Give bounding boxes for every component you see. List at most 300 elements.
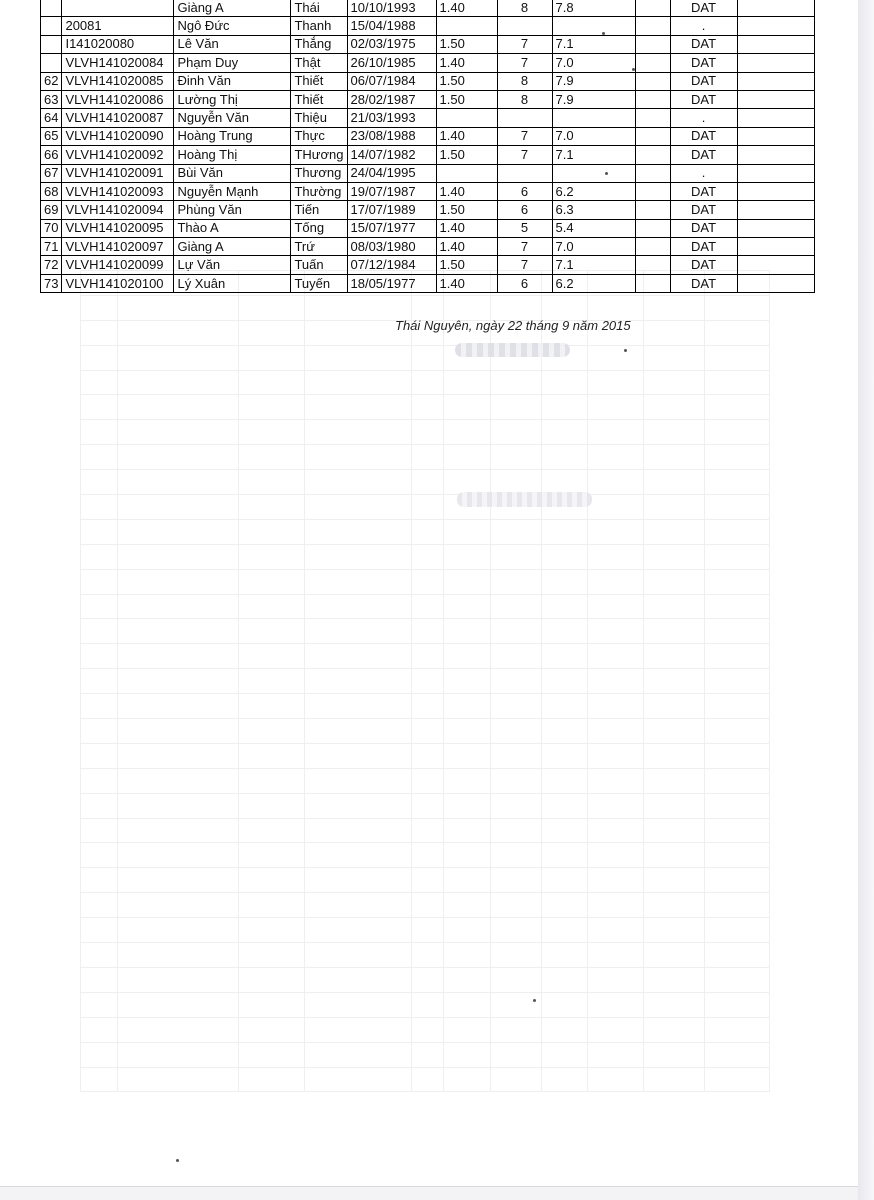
bleed-cell — [541, 644, 587, 669]
table-row — [41, 72, 815, 90]
bleed-cell — [644, 768, 705, 793]
bleed-cell — [81, 594, 118, 619]
bleed-row — [81, 943, 770, 968]
bleed-row — [81, 619, 770, 644]
bleed-cell — [644, 943, 705, 968]
bleed-row — [81, 967, 770, 992]
bleed-cell — [81, 495, 118, 520]
student-code: VLVH141020091 — [62, 164, 174, 182]
bleed-cell — [118, 793, 239, 818]
blank-cell — [635, 274, 670, 292]
score-c: 7.9 — [552, 90, 635, 108]
bleed-row — [81, 470, 770, 495]
bleed-cell — [541, 544, 587, 569]
bleed-row — [81, 768, 770, 793]
bleed-cell — [444, 793, 490, 818]
date-of-birth: 15/07/1977 — [347, 219, 436, 237]
row-number — [41, 35, 62, 53]
bleed-cell — [444, 420, 490, 445]
row-number: 72 — [41, 256, 62, 274]
bleed-cell — [118, 345, 239, 370]
bleed-cell — [239, 992, 304, 1017]
first-name: Thái — [291, 0, 347, 17]
bleed-cell — [644, 1042, 705, 1067]
bleed-cell — [644, 470, 705, 495]
scan-speck — [624, 349, 627, 352]
bleed-cell — [118, 768, 239, 793]
bleed-cell — [81, 295, 118, 320]
bleed-cell — [444, 1017, 490, 1042]
bleed-cell — [490, 544, 541, 569]
bleed-cell — [490, 694, 541, 719]
bleed-cell — [490, 992, 541, 1017]
bleed-cell — [490, 918, 541, 943]
bleed-cell — [490, 619, 541, 644]
bleed-cell — [444, 544, 490, 569]
blank-cell — [635, 219, 670, 237]
bleed-cell — [411, 868, 443, 893]
bleed-cell — [644, 519, 705, 544]
bleed-row — [81, 868, 770, 893]
bleed-cell — [81, 370, 118, 395]
bleed-cell — [704, 768, 769, 793]
bleed-cell — [118, 420, 239, 445]
bleed-cell — [444, 967, 490, 992]
date-of-birth: 23/08/1988 — [347, 127, 436, 145]
bleed-cell — [541, 1017, 587, 1042]
bleed-cell — [644, 495, 705, 520]
bleed-row — [81, 544, 770, 569]
bleed-cell — [644, 793, 705, 818]
bleed-cell — [411, 470, 443, 495]
last-name: Hoàng Trung — [174, 127, 291, 145]
score-c: 7.1 — [552, 35, 635, 53]
bleed-cell — [444, 743, 490, 768]
bleed-cell — [304, 470, 411, 495]
first-name: Thật — [291, 54, 347, 72]
bleed-cell — [588, 519, 644, 544]
result-cell: DAT — [670, 274, 737, 292]
bleed-cell — [444, 644, 490, 669]
bleed-cell — [304, 719, 411, 744]
bleed-cell — [411, 345, 443, 370]
score-c: 6.2 — [552, 274, 635, 292]
bleed-cell — [411, 719, 443, 744]
bleed-cell — [541, 743, 587, 768]
bleed-cell — [81, 420, 118, 445]
bleed-cell — [411, 943, 443, 968]
bleed-cell — [644, 395, 705, 420]
first-name: Thắng — [291, 35, 347, 53]
blank-cell — [737, 182, 814, 200]
bleed-cell — [588, 669, 644, 694]
bleed-row — [81, 694, 770, 719]
bleed-cell — [644, 694, 705, 719]
bleed-cell — [704, 843, 769, 868]
bleed-cell — [239, 420, 304, 445]
bleed-cell — [644, 868, 705, 893]
bleed-cell — [704, 519, 769, 544]
first-name: Thiết — [291, 90, 347, 108]
bleed-row — [81, 669, 770, 694]
bleed-cell — [81, 1042, 118, 1067]
table-row — [41, 274, 815, 292]
row-number — [41, 17, 62, 35]
bleed-cell — [444, 992, 490, 1017]
bleed-cell — [81, 818, 118, 843]
last-name: Giàng A — [174, 238, 291, 256]
bleed-cell — [411, 818, 443, 843]
bleed-cell — [704, 619, 769, 644]
bleed-cell — [411, 967, 443, 992]
bleed-cell — [541, 943, 587, 968]
blank-cell — [635, 90, 670, 108]
bleed-cell — [490, 868, 541, 893]
bleed-cell — [118, 943, 239, 968]
row-number: 71 — [41, 238, 62, 256]
bleed-cell — [239, 295, 304, 320]
bleed-cell — [304, 395, 411, 420]
bleed-cell — [239, 1042, 304, 1067]
bleed-cell — [588, 1042, 644, 1067]
date-of-birth: 07/12/1984 — [347, 256, 436, 274]
bleed-cell — [490, 719, 541, 744]
bleed-cell — [588, 843, 644, 868]
score-a — [436, 164, 497, 182]
blank-cell — [635, 35, 670, 53]
bleed-cell — [304, 544, 411, 569]
row-number: 67 — [41, 164, 62, 182]
table-row — [41, 164, 815, 182]
bleed-cell — [490, 295, 541, 320]
student-code: VLVH141020085 — [62, 72, 174, 90]
bleed-row — [81, 1067, 770, 1092]
score-a: 1.40 — [436, 182, 497, 200]
bleed-cell — [239, 619, 304, 644]
bleed-cell — [81, 843, 118, 868]
bleed-cell — [704, 918, 769, 943]
table-row — [41, 238, 815, 256]
bleed-cell — [541, 768, 587, 793]
bleed-cell — [644, 967, 705, 992]
score-b: 5 — [497, 219, 552, 237]
student-code: VLVH141020100 — [62, 274, 174, 292]
bleed-cell — [239, 345, 304, 370]
bleed-cell — [411, 644, 443, 669]
bleed-cell — [411, 694, 443, 719]
bleed-row — [81, 793, 770, 818]
date-of-birth: 26/10/1985 — [347, 54, 436, 72]
bleed-cell — [304, 868, 411, 893]
bleed-cell — [444, 295, 490, 320]
table-row — [41, 146, 815, 164]
bleed-cell — [444, 843, 490, 868]
first-name: Thiệu — [291, 109, 347, 127]
bleed-cell — [644, 1017, 705, 1042]
bleed-cell — [239, 320, 304, 345]
student-code — [62, 0, 174, 17]
bleed-cell — [541, 843, 587, 868]
bleed-cell — [541, 992, 587, 1017]
score-b: 6 — [497, 201, 552, 219]
bleed-cell — [81, 345, 118, 370]
row-number: 69 — [41, 201, 62, 219]
scan-speck — [632, 68, 635, 71]
row-number: 62 — [41, 72, 62, 90]
scan-speck — [533, 999, 536, 1002]
bleed-cell — [118, 669, 239, 694]
bleed-cell — [304, 793, 411, 818]
bleed-cell — [588, 470, 644, 495]
bleed-cell — [490, 594, 541, 619]
first-name: Thanh — [291, 17, 347, 35]
bleed-cell — [704, 743, 769, 768]
blank-cell — [737, 201, 814, 219]
bleed-cell — [304, 967, 411, 992]
bleed-cell — [644, 818, 705, 843]
bleed-row — [81, 918, 770, 943]
bleed-through-table — [80, 270, 770, 1092]
bleed-cell — [304, 619, 411, 644]
bleed-cell — [81, 470, 118, 495]
student-code: 20081 — [62, 17, 174, 35]
bleed-cell — [444, 943, 490, 968]
bleed-cell — [490, 519, 541, 544]
result-cell: . — [670, 109, 737, 127]
score-b: 6 — [497, 274, 552, 292]
bleed-cell — [118, 843, 239, 868]
bleed-cell — [118, 893, 239, 918]
bleed-cell — [644, 1067, 705, 1092]
bleed-cell — [704, 1017, 769, 1042]
table-row — [41, 35, 815, 53]
bleed-cell — [304, 345, 411, 370]
bleed-cell — [588, 420, 644, 445]
bleed-cell — [704, 669, 769, 694]
last-name: Bùi Văn — [174, 164, 291, 182]
bleed-cell — [118, 495, 239, 520]
score-c: 7.1 — [552, 146, 635, 164]
bleed-cell — [588, 445, 644, 470]
date-of-birth: 06/07/1984 — [347, 72, 436, 90]
bleed-cell — [444, 768, 490, 793]
bleed-cell — [239, 818, 304, 843]
bleed-row — [81, 893, 770, 918]
score-b: 7 — [497, 54, 552, 72]
bleed-cell — [541, 519, 587, 544]
score-b — [497, 17, 552, 35]
bleed-cell — [541, 893, 587, 918]
bleed-cell — [239, 943, 304, 968]
bleed-cell — [588, 918, 644, 943]
bleed-cell — [239, 694, 304, 719]
bleed-cell — [704, 644, 769, 669]
bleed-row — [81, 594, 770, 619]
bleed-cell — [239, 594, 304, 619]
bleed-row — [81, 569, 770, 594]
bleed-cell — [444, 619, 490, 644]
bleed-cell — [644, 544, 705, 569]
bleed-cell — [588, 893, 644, 918]
bleed-cell — [644, 345, 705, 370]
result-cell: DAT — [670, 219, 737, 237]
blank-cell — [737, 54, 814, 72]
bleed-cell — [444, 470, 490, 495]
date-of-birth: 17/07/1989 — [347, 201, 436, 219]
bleed-cell — [588, 768, 644, 793]
blank-cell — [737, 35, 814, 53]
bleed-cell — [704, 345, 769, 370]
bleed-cell — [239, 868, 304, 893]
first-name: Tuyến — [291, 274, 347, 292]
score-a — [436, 17, 497, 35]
table-row — [41, 109, 815, 127]
score-a: 1.50 — [436, 146, 497, 164]
bleed-cell — [541, 793, 587, 818]
bleed-cell — [81, 719, 118, 744]
blank-cell — [737, 256, 814, 274]
score-c — [552, 109, 635, 127]
bleed-cell — [704, 495, 769, 520]
bleed-cell — [541, 445, 587, 470]
date-of-birth: 02/03/1975 — [347, 35, 436, 53]
bleed-cell — [118, 544, 239, 569]
bleed-cell — [704, 818, 769, 843]
bleed-cell — [588, 1017, 644, 1042]
date-of-birth: 24/04/1995 — [347, 164, 436, 182]
blank-cell — [737, 0, 814, 17]
bleed-cell — [541, 395, 587, 420]
bleed-cell — [239, 918, 304, 943]
redacted-signature — [455, 343, 570, 357]
bleed-cell — [490, 793, 541, 818]
table-row — [41, 201, 815, 219]
bleed-row — [81, 445, 770, 470]
last-name: Lự Văn — [174, 256, 291, 274]
blank-cell — [635, 127, 670, 145]
table-row — [41, 256, 815, 274]
score-c: 7.1 — [552, 256, 635, 274]
bleed-cell — [541, 669, 587, 694]
score-b — [497, 109, 552, 127]
row-number — [41, 54, 62, 72]
row-number: 65 — [41, 127, 62, 145]
first-name: Tống — [291, 219, 347, 237]
score-b: 7 — [497, 238, 552, 256]
first-name: Thương — [291, 164, 347, 182]
bleed-cell — [704, 395, 769, 420]
bleed-cell — [411, 768, 443, 793]
bleed-cell — [81, 1017, 118, 1042]
bleed-cell — [444, 569, 490, 594]
bleed-cell — [118, 1042, 239, 1067]
last-name: Lê Văn — [174, 35, 291, 53]
score-c: 7.0 — [552, 54, 635, 72]
blank-cell — [737, 109, 814, 127]
score-b: 7 — [497, 35, 552, 53]
bleed-cell — [81, 445, 118, 470]
first-name: Thường — [291, 182, 347, 200]
result-cell: DAT — [670, 35, 737, 53]
bleed-cell — [304, 818, 411, 843]
bleed-cell — [490, 843, 541, 868]
bleed-cell — [411, 669, 443, 694]
bleed-row — [81, 992, 770, 1017]
bleed-cell — [490, 644, 541, 669]
bleed-cell — [444, 868, 490, 893]
bleed-cell — [490, 943, 541, 968]
bleed-cell — [118, 594, 239, 619]
bleed-cell — [588, 868, 644, 893]
bleed-cell — [644, 445, 705, 470]
result-cell: DAT — [670, 182, 737, 200]
bleed-cell — [118, 470, 239, 495]
bleed-cell — [588, 295, 644, 320]
bleed-cell — [411, 420, 443, 445]
place-date-line: Thái Nguyên, ngày 22 tháng 9 năm 2015 — [395, 318, 631, 333]
score-c: 6.3 — [552, 201, 635, 219]
row-number: 68 — [41, 182, 62, 200]
bleed-cell — [444, 519, 490, 544]
bleed-cell — [304, 992, 411, 1017]
bleed-cell — [541, 569, 587, 594]
bleed-cell — [411, 893, 443, 918]
blank-cell — [737, 164, 814, 182]
student-code: VLVH141020094 — [62, 201, 174, 219]
bleed-cell — [644, 295, 705, 320]
blank-cell — [635, 164, 670, 182]
bleed-row — [81, 495, 770, 520]
student-code: VLVH141020090 — [62, 127, 174, 145]
bleed-cell — [304, 519, 411, 544]
bleed-cell — [81, 743, 118, 768]
scan-speck — [602, 32, 605, 35]
bleed-cell — [118, 395, 239, 420]
bleed-cell — [588, 967, 644, 992]
bleed-cell — [81, 992, 118, 1017]
last-name: Ngô Đức — [174, 17, 291, 35]
bleed-cell — [644, 420, 705, 445]
bleed-cell — [81, 619, 118, 644]
last-name: Đinh Văn — [174, 72, 291, 90]
bleed-cell — [644, 669, 705, 694]
blank-cell — [737, 17, 814, 35]
bleed-cell — [81, 793, 118, 818]
bleed-cell — [239, 719, 304, 744]
first-name: Trứ — [291, 238, 347, 256]
bleed-cell — [81, 918, 118, 943]
row-number: 64 — [41, 109, 62, 127]
score-b: 8 — [497, 72, 552, 90]
bleed-cell — [704, 320, 769, 345]
score-a: 1.40 — [436, 127, 497, 145]
bleed-cell — [490, 893, 541, 918]
score-b: 7 — [497, 256, 552, 274]
bleed-cell — [411, 395, 443, 420]
bleed-cell — [588, 569, 644, 594]
bleed-cell — [704, 793, 769, 818]
score-a: 1.40 — [436, 238, 497, 256]
blank-cell — [635, 54, 670, 72]
bleed-cell — [444, 719, 490, 744]
bleed-cell — [411, 843, 443, 868]
bleed-cell — [304, 918, 411, 943]
result-cell: DAT — [670, 238, 737, 256]
bleed-cell — [490, 420, 541, 445]
row-number: 70 — [41, 219, 62, 237]
bleed-cell — [239, 967, 304, 992]
bleed-cell — [704, 1042, 769, 1067]
